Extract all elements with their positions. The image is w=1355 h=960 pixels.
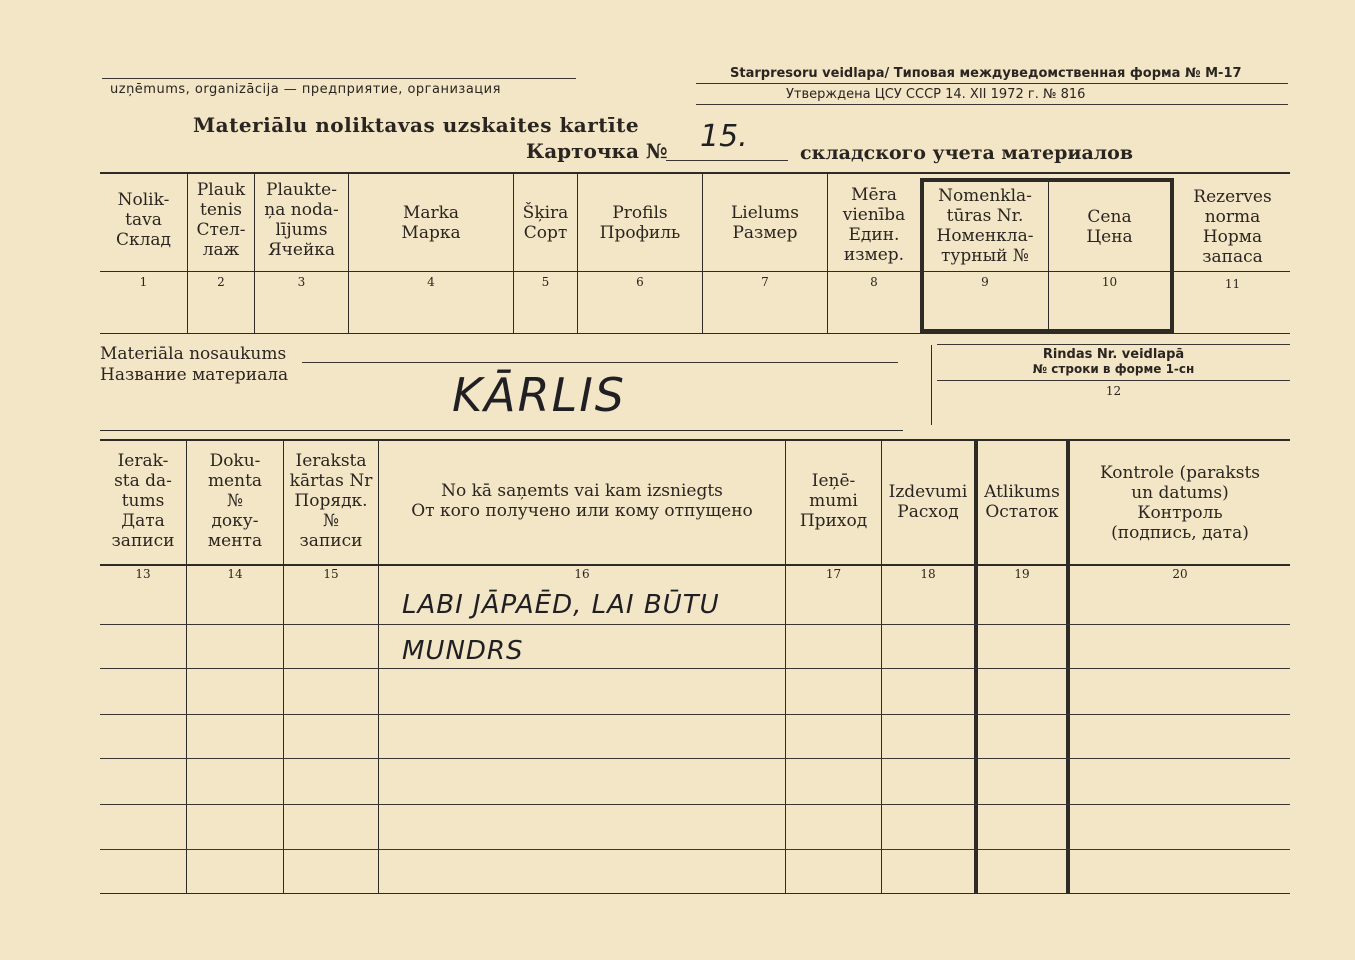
row-label-ru: № строки в форме 1-сн <box>1032 362 1195 376</box>
t1-header-rack: Plauk tenis Стел- лаж <box>196 180 246 260</box>
entry-line-2: MUNDRS <box>402 636 524 666</box>
title-ru-prefix: Карточка № <box>526 139 668 163</box>
material-bottom-line <box>100 430 903 431</box>
t1-header-size: Lielums Размер <box>730 203 800 243</box>
t1-header-rule <box>100 271 1290 272</box>
card-number-line <box>666 160 788 161</box>
t1-header-cell: Plaukte- ņa noda- lījums Ячейка <box>264 180 339 260</box>
title-lv: Materiālu noliktavas uzskaites kartīte <box>193 113 640 137</box>
org-caption: uzņēmums, organizācija — предприятие, организация <box>110 82 501 97</box>
form-type-label: Starpresoru veidlapa/ Типовая междуведомственная форма № М-17 <box>730 66 1242 81</box>
t2-row-line <box>100 849 1290 850</box>
t2-top-rule <box>100 439 1290 441</box>
t2-header-date: Ierak- sta da- tums Дата записи <box>111 451 175 551</box>
t2-header-counterparty: No kā saņemts vai kam izsniegts От кого получено или кому отпущено <box>411 481 753 521</box>
t1-thick-divider <box>1170 178 1174 333</box>
t2-row-line <box>100 668 1290 669</box>
t1-col-num: 5 <box>541 275 550 289</box>
t2-row-line <box>100 804 1290 805</box>
t2-header-expense: Izdevumi Расход <box>888 482 968 522</box>
org-line <box>102 78 576 79</box>
title-ru-suffix: складского учета материалов <box>800 142 1134 164</box>
row-box-top <box>937 344 1290 345</box>
t1-col-num: 2 <box>217 275 225 289</box>
form-approval-label: Утверждена ЦСУ СССР 14. XII 1972 г. № 816 <box>786 87 1086 102</box>
t2-row-line <box>100 758 1290 759</box>
row-num: 12 <box>1105 384 1122 398</box>
t1-col-num: 9 <box>981 275 989 289</box>
t1-header-profile: Profils Профиль <box>599 203 681 243</box>
t2-header-balance: Atlikums Остаток <box>984 482 1060 522</box>
t2-col-num: 19 <box>1014 567 1030 581</box>
row-box-mid <box>937 380 1290 381</box>
t2-col-num: 20 <box>1172 567 1188 581</box>
entry-line-1: LABI JĀPAĒD, LAI BŪTU <box>402 590 720 620</box>
t2-col-num: 18 <box>920 567 936 581</box>
row-label-lv: Rindas Nr. veidlapā <box>1042 347 1185 362</box>
t1-col-divider <box>702 172 703 333</box>
form-line-2 <box>696 104 1288 105</box>
t1-header-reserve: Rezerves norma Норма запаса <box>1193 187 1272 267</box>
t1-col-num: 7 <box>761 275 769 289</box>
material-label-lv: Materiāla nosaukums <box>100 344 287 364</box>
t1-col-num: 3 <box>297 275 306 289</box>
t1-col-divider <box>513 172 514 333</box>
t1-header-warehouse: Nolik- tava Склад <box>115 190 172 250</box>
t2-header-doc: Doku- menta № доку- мента <box>207 451 263 551</box>
t1-col-divider <box>348 172 349 333</box>
t2-col-num: 16 <box>574 567 590 581</box>
t1-header-nomenclature: Nomenkla- tūras Nr. Номенкла- турный № <box>936 186 1034 266</box>
t2-col-num: 15 <box>323 567 339 581</box>
form-line-1 <box>696 83 1288 84</box>
t1-header-unit: Mēra vienība Един. измер. <box>842 185 906 265</box>
material-line <box>302 362 898 363</box>
t1-col-num: 11 <box>1224 277 1241 291</box>
t1-col-num: 4 <box>427 275 435 289</box>
t1-col-num: 8 <box>870 275 878 289</box>
t1-thick-bottom <box>920 329 1174 333</box>
t1-col-num: 6 <box>636 275 644 289</box>
t1-top-rule <box>100 172 1290 174</box>
card-number: 15. <box>700 119 748 154</box>
t1-bottom-rule <box>100 333 1290 334</box>
t1-header-brand: Marka Марка <box>401 203 461 243</box>
t2-header-control: Kontrole (paraksts un datums) Контроль (подпись, дата) <box>1099 463 1260 543</box>
t1-col-num: 10 <box>1101 275 1118 289</box>
material-label-ru: Название материала <box>100 365 289 385</box>
t2-row-line <box>100 714 1290 715</box>
material-name-value: KĀRLIS <box>452 368 626 422</box>
t2-col-num: 14 <box>227 567 243 581</box>
t2-bottom-rule <box>100 893 1290 894</box>
row-box-left <box>931 345 932 425</box>
t2-col-num: 17 <box>825 567 842 581</box>
t2-header-income: Ieņē- mumi Приход <box>799 471 868 531</box>
t1-col-divider <box>1048 178 1049 333</box>
t2-header-rule <box>100 564 1290 566</box>
t1-thick-top <box>920 178 1174 182</box>
t2-header-seq: Ieraksta kārtas Nr Порядк. № записи <box>289 451 373 551</box>
t1-header-price: Cena Цена <box>1086 207 1133 247</box>
t1-col-num: 1 <box>139 275 148 289</box>
t2-col-num: 13 <box>135 567 151 581</box>
t1-col-divider <box>577 172 578 333</box>
t2-row-line <box>100 624 1290 625</box>
t1-header-grade: Šķira Сорт <box>522 203 569 243</box>
